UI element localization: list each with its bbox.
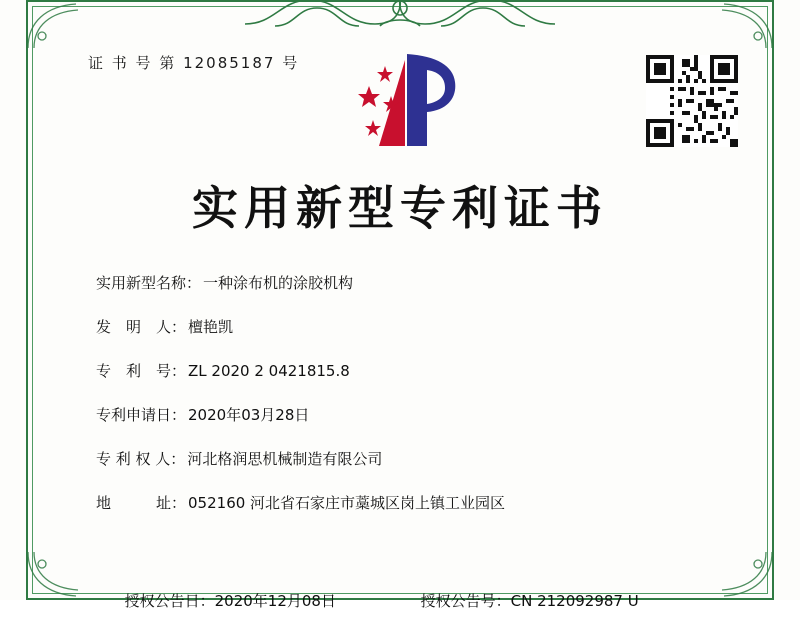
field-label: 地 址：	[96, 494, 187, 512]
field-row-inventor	[96, 316, 720, 337]
grant-date	[96, 572, 336, 629]
corner-ornament-top-right	[704, 0, 774, 50]
field-row-application-date	[96, 404, 720, 425]
field-list	[96, 272, 720, 536]
grant-number-label: 授权公告号：	[420, 592, 511, 610]
corner-ornament-top-left	[26, 0, 96, 50]
footer-row	[96, 572, 720, 629]
field-value: ZL 2020 2 0421815.8	[188, 362, 350, 380]
field-value: 052160 河北省石家庄市藁城区岗上镇工业园区	[188, 494, 506, 512]
field-row-patent-number	[96, 360, 720, 381]
top-ornament	[235, 0, 565, 28]
cnipa-emblem-icon	[345, 50, 465, 155]
field-value: 2020年03月28日	[188, 406, 310, 424]
qr-code	[646, 55, 738, 147]
field-row-address	[96, 492, 720, 513]
field-value: 河北格润思机械制造有限公司	[187, 450, 383, 468]
field-value: 一种涂布机的涂胶机构	[203, 274, 354, 292]
grant-date-value: 2020年12月08日	[214, 592, 336, 610]
field-label: 发 明 人：	[96, 318, 187, 336]
field-row-utility-model-name	[96, 272, 720, 293]
field-label: 专利申请日：	[96, 406, 187, 424]
grant-number-value: CN 212092987 U	[510, 592, 639, 610]
field-label: 实用新型名称：	[96, 274, 202, 292]
field-row-patentee	[96, 448, 720, 469]
certificate-number: 证 书 号 第 12085187 号	[88, 54, 300, 72]
field-label: 专 利 号：	[96, 362, 187, 380]
page-title: 实用新型专利证书	[192, 181, 608, 235]
field-label: 专 利 权 人：	[96, 450, 186, 468]
corner-ornament-bottom-left	[26, 550, 96, 600]
field-value: 檀艳凯	[188, 318, 234, 336]
grant-date-label: 授权公告日：	[124, 592, 215, 610]
grant-number	[392, 572, 639, 629]
